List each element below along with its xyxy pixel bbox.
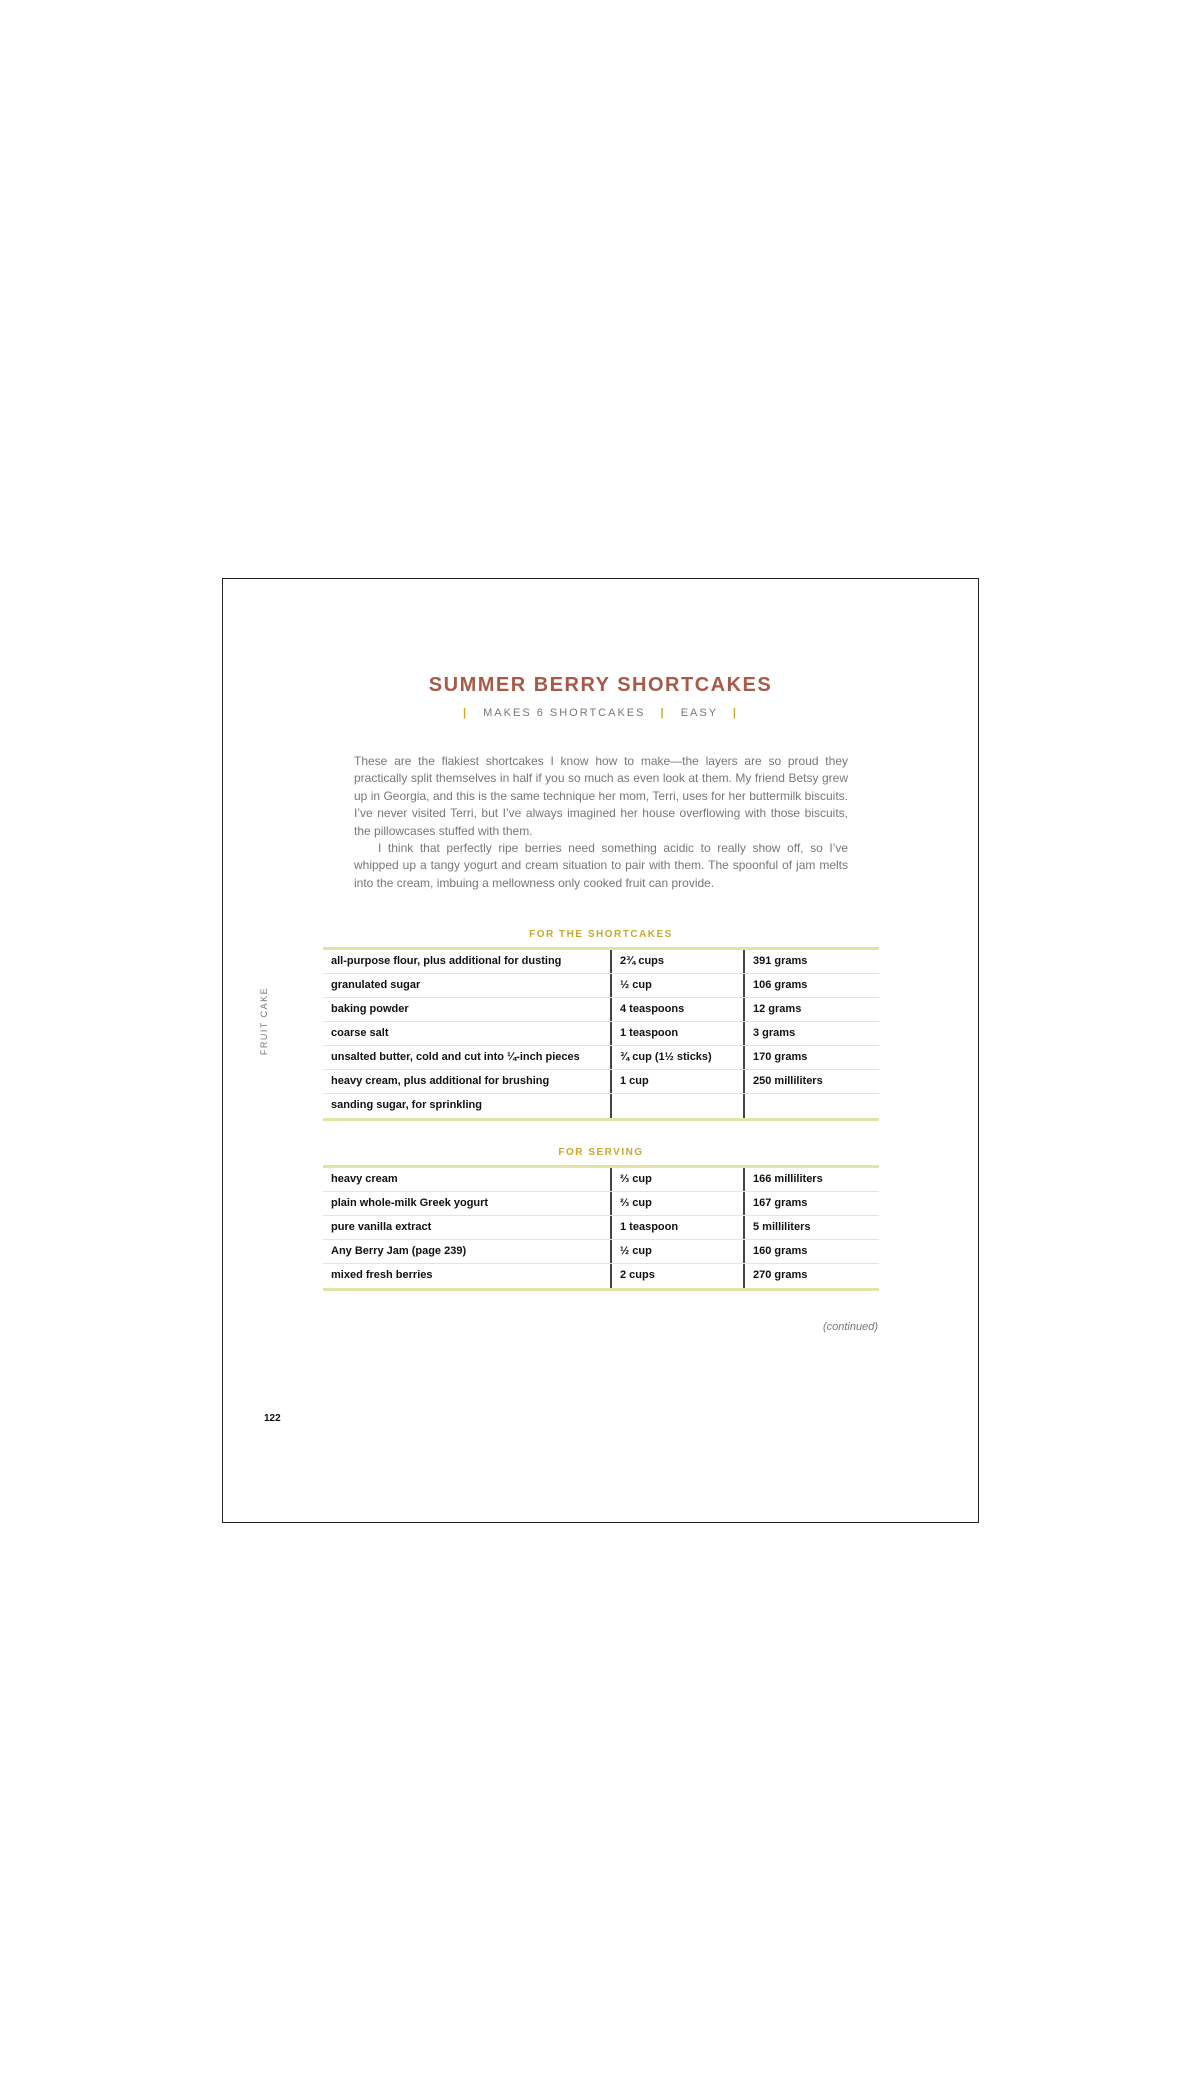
table-row xyxy=(323,1264,879,1288)
ingredient-volume: 4 teaspoons xyxy=(612,998,745,1021)
ingredient-weight: 170 grams xyxy=(753,1051,808,1063)
intro-paragraph-2: I think that perfectly ripe berries need something acidic to really show off, so I’ve whipped up a tangy yogurt and cream situation to pair with them. The spoonful of jam melts into the cream, imbuing a mellowness only cooked fruit can provide. xyxy=(354,841,848,890)
ingredient-weight: 106 grams xyxy=(753,979,808,991)
ingredient-name: heavy cream, plus additional for brushing xyxy=(323,1070,612,1093)
table-row xyxy=(323,950,879,974)
ingredient-weight: 167 grams xyxy=(753,1197,808,1209)
recipe-intro xyxy=(354,753,848,892)
ingredient-volume: 2 cups xyxy=(612,1264,745,1288)
table-row xyxy=(323,974,879,998)
ingredient-volume xyxy=(612,1094,745,1118)
ingredient-name: granulated sugar xyxy=(323,974,612,997)
recipe-difficulty: EASY xyxy=(680,707,718,719)
meta-separator: | xyxy=(463,707,469,719)
ingredient-name: heavy cream xyxy=(323,1168,612,1191)
ingredient-name: mixed fresh berries xyxy=(323,1264,612,1288)
ingredient-name: unsalted butter, cold and cut into ¼-inch pieces xyxy=(323,1046,612,1069)
intro-paragraph-1: These are the flakiest shortcakes I know how to make—the layers are so proud they practically split themselves in half if you so much as even look at them. My friend Betsy grew up in Georgia, and this is the same technique her mom, Terri, uses for her buttermilk biscuits. I’ve never visited Terri, but I’ve always imagined her house overflowing with those biscuits, the pillowcases stuffed with them. xyxy=(354,754,848,838)
ingredient-volume: 1 teaspoon xyxy=(612,1216,745,1239)
table-row xyxy=(323,1168,879,1192)
serving-heading: FOR SERVING xyxy=(558,1147,644,1158)
table-row xyxy=(323,1216,879,1240)
table-row xyxy=(323,1192,879,1216)
page-number: 122 xyxy=(264,1413,281,1424)
ingredient-name: baking powder xyxy=(323,998,612,1021)
meta-separator: | xyxy=(660,707,666,719)
ingredient-volume: 2¾ cups xyxy=(612,950,745,973)
ingredient-weight xyxy=(745,1094,879,1118)
continued-note: (continued) xyxy=(822,1321,878,1333)
ingredient-volume: 1 cup xyxy=(612,1070,745,1093)
meta-separator: | xyxy=(732,707,738,719)
ingredient-weight: 391 grams xyxy=(753,955,808,967)
recipe-yield: MAKES 6 SHORTCAKES xyxy=(483,707,646,719)
table-row xyxy=(323,1094,879,1118)
ingredient-volume: ¾ cup (1½ sticks) xyxy=(612,1046,745,1069)
recipe-meta xyxy=(223,707,978,719)
ingredient-volume: ½ cup xyxy=(612,1240,745,1263)
ingredient-weight: 12 grams xyxy=(753,1003,802,1015)
cookbook-page xyxy=(222,578,979,1523)
shortcakes-ingredients-table xyxy=(323,947,879,1121)
ingredient-weight: 250 milliliters xyxy=(753,1075,823,1087)
ingredient-volume: 1 teaspoon xyxy=(612,1022,745,1045)
ingredient-name: plain whole-milk Greek yogurt xyxy=(323,1192,612,1215)
table-row xyxy=(323,998,879,1022)
shortcakes-heading: FOR THE SHORTCAKES xyxy=(529,929,673,940)
table-row xyxy=(323,1070,879,1094)
ingredient-weight: 3 grams xyxy=(753,1027,796,1039)
ingredient-weight: 160 grams xyxy=(753,1245,808,1257)
table-row xyxy=(323,1046,879,1070)
ingredient-name: all-purpose flour, plus additional for dusting xyxy=(323,950,612,973)
ingredient-volume: ⅔ cup xyxy=(612,1168,745,1191)
ingredient-volume: ½ cup xyxy=(612,974,745,997)
ingredient-weight: 270 grams xyxy=(753,1269,808,1281)
ingredient-name: Any Berry Jam (page 239) xyxy=(323,1240,612,1263)
ingredient-volume: ⅔ cup xyxy=(612,1192,745,1215)
ingredient-name: pure vanilla extract xyxy=(323,1216,612,1239)
recipe-title: SUMMER BERRY SHORTCAKES xyxy=(428,674,773,696)
ingredient-weight: 5 milliliters xyxy=(753,1221,811,1233)
table-row xyxy=(323,1022,879,1046)
ingredient-name: sanding sugar, for sprinkling xyxy=(323,1094,612,1118)
serving-ingredients-table xyxy=(323,1165,879,1291)
ingredient-name: coarse salt xyxy=(323,1022,612,1045)
chapter-label-text: FRUIT CAKE xyxy=(259,986,269,1056)
table-row xyxy=(323,1240,879,1264)
ingredient-weight: 166 milliliters xyxy=(753,1173,823,1185)
